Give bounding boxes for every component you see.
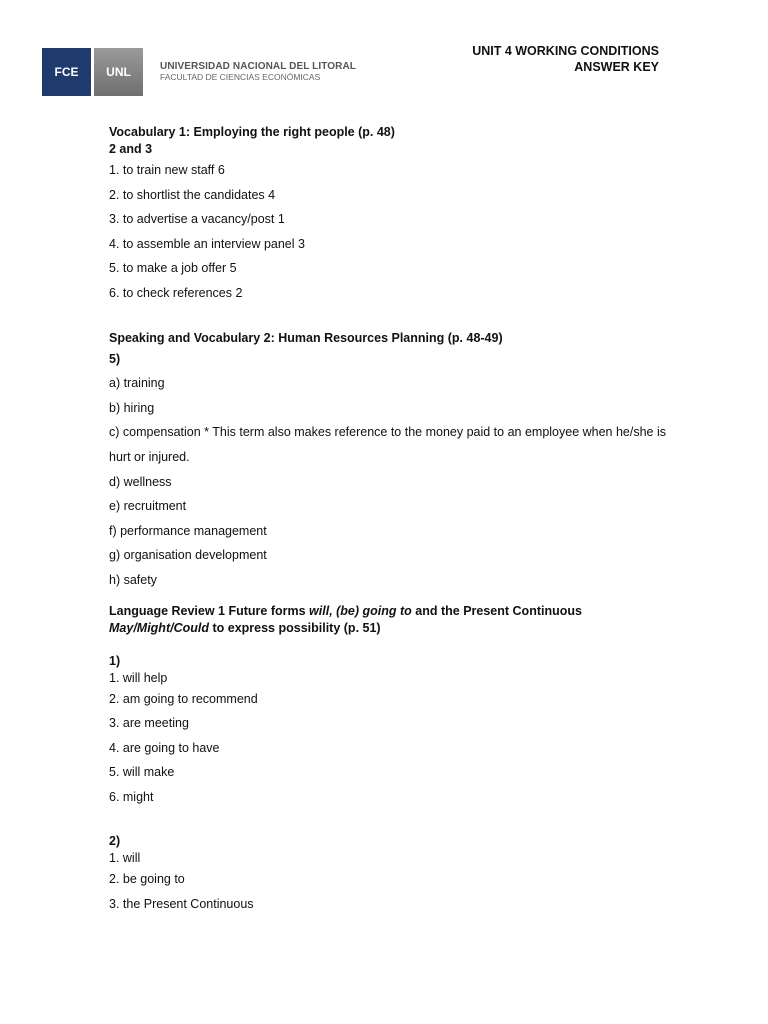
section-2-subtitle: 5) — [109, 351, 121, 366]
section-3-title-text: Language Review 1 Future forms — [109, 603, 310, 618]
faculty-name: FACULTAD DE CIENCIAS ECONÓMICAS — [160, 72, 321, 82]
unit-title: UNIT 4 WORKING CONDITIONS — [472, 44, 659, 58]
answer-item: 5. will make — [109, 765, 175, 780]
section-2-title: Speaking and Vocabulary 2: Human Resources Planning (p. 48-49) — [109, 330, 503, 345]
section-1-subtitle: 2 and 3 — [109, 142, 153, 156]
exercise-2-label: 2) — [109, 834, 121, 849]
document-body — [109, 124, 669, 917]
university-logo — [42, 48, 356, 96]
answer-item: 3. to advertise a vacancy/post 1 — [109, 212, 285, 227]
answer-item: b) hiring — [109, 400, 155, 415]
section-3-title — [109, 603, 669, 637]
answer-item: a) training — [109, 376, 165, 391]
answer-item: g) organisation development — [109, 548, 267, 563]
answer-item: 3. the Present Continuous — [109, 897, 254, 912]
section-3-title-italic: May/Might/Could — [109, 620, 209, 635]
exercise-1-label: 1) — [109, 653, 121, 668]
answer-item: d) wellness — [109, 474, 172, 489]
answer-item: 4. are going to have — [109, 740, 220, 755]
section-3-title-text: and the Present Continuous — [411, 603, 582, 618]
section-3-title-italic: will, (be) going to — [309, 603, 412, 618]
answer-item: 6. might — [109, 789, 154, 804]
answer-item: 2. am going to recommend — [109, 691, 258, 706]
answer-item: 2. be going to — [109, 872, 185, 887]
university-name: UNIVERSIDAD NACIONAL DEL LITORAL — [160, 61, 356, 72]
answer-item: 2. to shortlist the candidates 4 — [109, 187, 276, 202]
answer-item: 1. will help — [109, 670, 168, 685]
answer-item: f) performance management — [109, 523, 267, 538]
answer-key-label: ANSWER KEY — [574, 60, 659, 74]
answer-item: 5. to make a job offer 5 — [109, 261, 237, 276]
answer-item: 6. to check references 2 — [109, 285, 243, 300]
answer-item: 3. are meeting — [109, 716, 189, 731]
unl-logo-box: UNL — [94, 48, 143, 96]
answer-item: 4. to assemble an interview panel 3 — [109, 236, 305, 251]
answer-item: h) safety — [109, 572, 157, 587]
section-1-title: Vocabulary 1: Employing the right people (p. 48) — [109, 125, 395, 139]
logo-text — [160, 61, 356, 83]
fce-logo-box: FCE — [42, 48, 91, 96]
answer-item: 1. to train new staff 6 — [109, 163, 225, 177]
section-3-title-text: to express possibility (p. 51) — [209, 620, 381, 635]
answer-item: c) compensation * This term also makes reference to the money paid to an employee when he/she is hurt or injured. — [109, 425, 667, 464]
answer-item: 1. will — [109, 851, 141, 866]
answer-item: e) recruitment — [109, 499, 187, 514]
document-header — [472, 43, 659, 75]
